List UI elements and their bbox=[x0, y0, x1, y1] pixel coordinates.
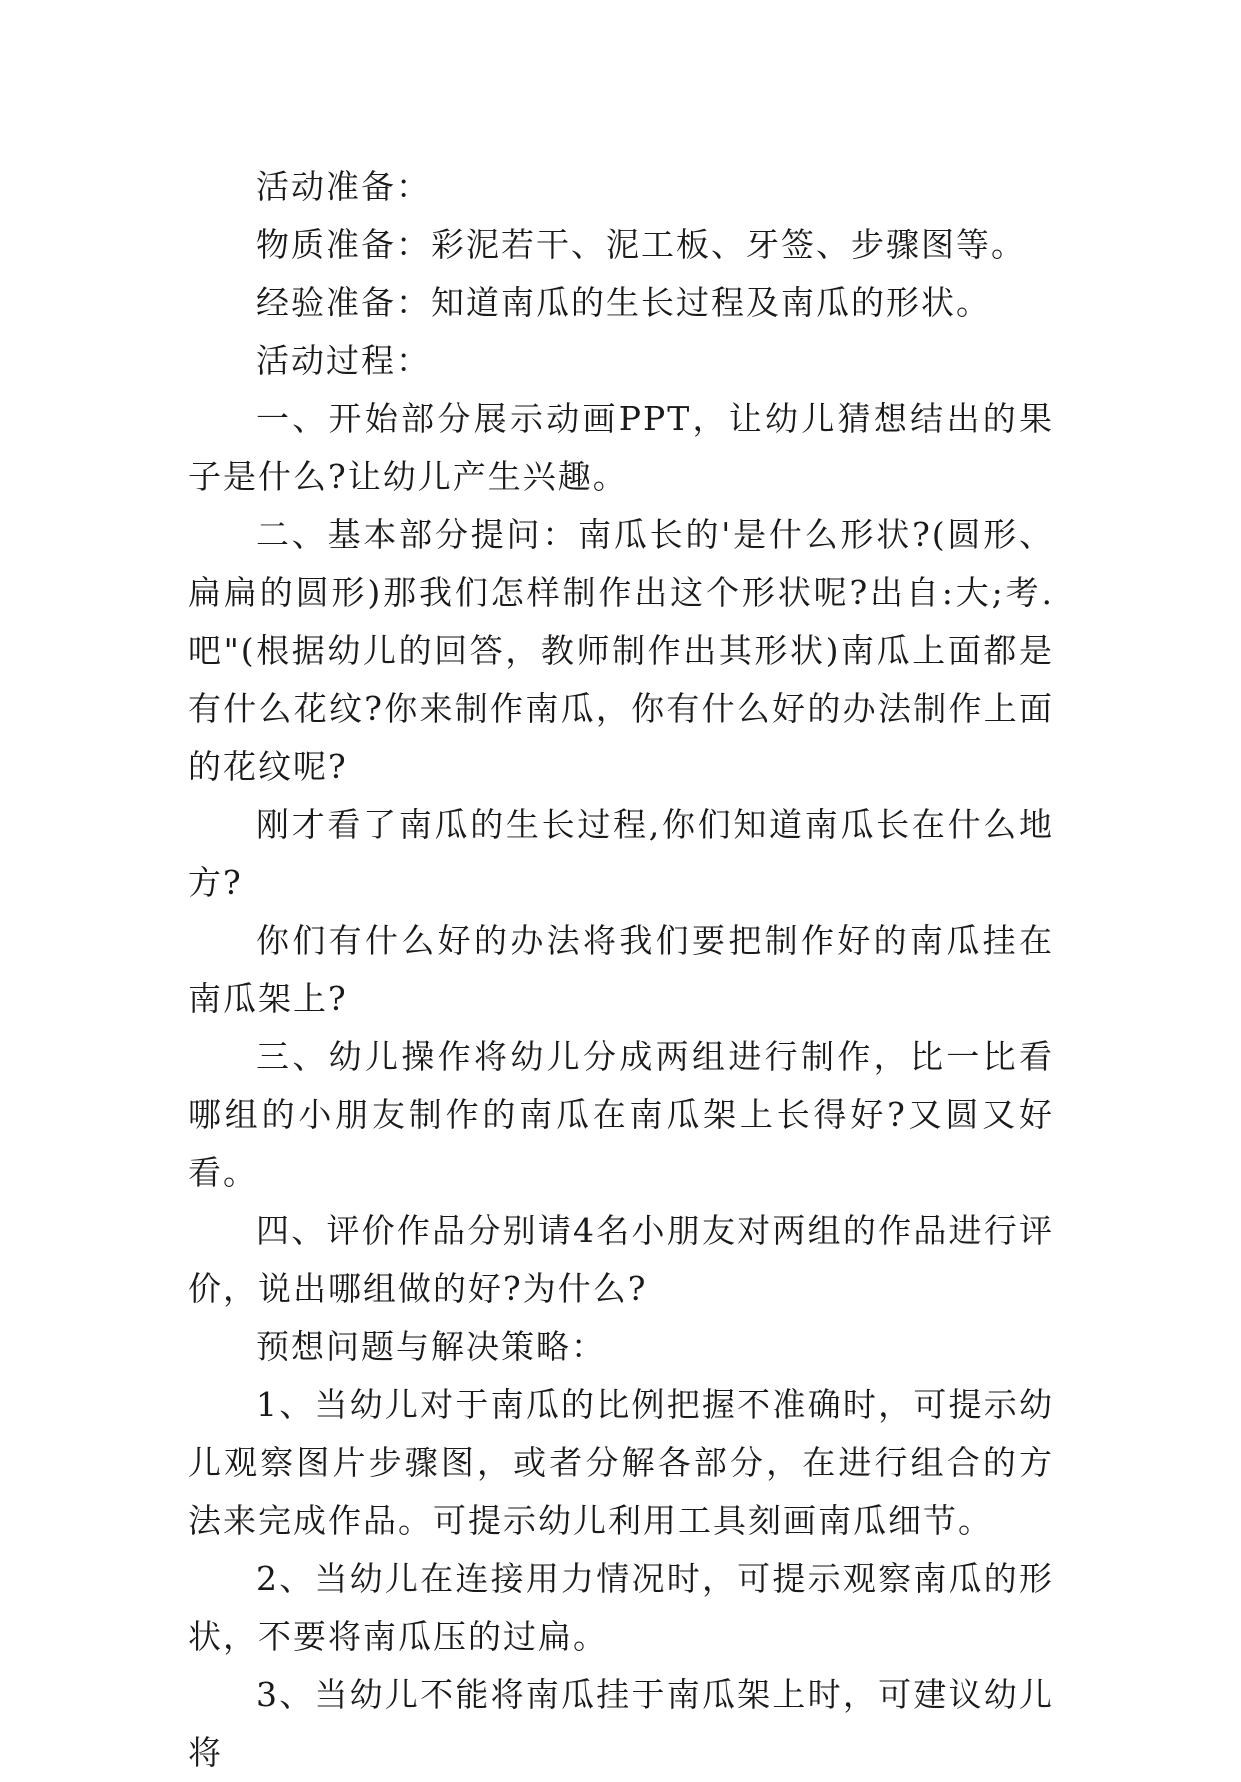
paragraph-experience-preparation: 经验准备：知道南瓜的生长过程及南瓜的形状。 bbox=[256, 283, 991, 322]
paragraph-growth-question: 刚才看了南瓜的生长过程,你们知道南瓜长在什么地方? bbox=[188, 805, 1054, 902]
paragraph-anticipated-problems: 预想问题与解决策略： bbox=[256, 1327, 606, 1366]
paragraph-step-three: 三、幼儿操作将幼儿分成两组进行制作，比一比看哪组的小朋友制作的南瓜在南瓜架上长得好?又圆又好看。 bbox=[188, 1037, 1054, 1192]
paragraph-step-four: 四、评价作品分别请4名小朋友对两组的作品进行评价，说出哪组做的好?为什么? bbox=[188, 1211, 1054, 1308]
paragraph-strategy-three: 3、当幼儿不能将南瓜挂于南瓜架上时，可建议幼儿将 bbox=[188, 1675, 1054, 1772]
paragraph-activity-preparation: 活动准备： bbox=[256, 167, 431, 206]
paragraph-activity-process: 活动过程： bbox=[256, 341, 431, 380]
paragraph-step-one: 一、开始部分展示动画PPT，让幼儿猜想结出的果子是什么?让幼儿产生兴趣。 bbox=[188, 399, 1054, 496]
paragraph-material-preparation: 物质准备：彩泥若干、泥工板、牙签、步骤图等。 bbox=[256, 225, 1026, 264]
document-body bbox=[188, 158, 1054, 1782]
paragraph-strategy-one: 1、当幼儿对于南瓜的比例把握不准确时，可提示幼儿观察图片步骤图，或者分解各部分，在进行组合的方法来完成作品。可提示幼儿利用工具刻画南瓜细节。 bbox=[188, 1385, 1054, 1540]
paragraph-hanging-question: 你们有什么好的办法将我们要把制作好的南瓜挂在南瓜架上? bbox=[188, 921, 1054, 1018]
paragraph-step-two: 二、基本部分提问：南瓜长的'是什么形状?(圆形、扁扁的圆形)那我们怎样制作出这个形状呢?出自:大;考.吧"(根据幼儿的回答，教师制作出其形状)南瓜上面都是有什么花纹?你来制作南瓜，你有什么好的办法制作上面的花纹呢? bbox=[188, 515, 1054, 786]
paragraph-strategy-two: 2、当幼儿在连接用力情况时，可提示观察南瓜的形状，不要将南瓜压的过扁。 bbox=[188, 1559, 1054, 1656]
